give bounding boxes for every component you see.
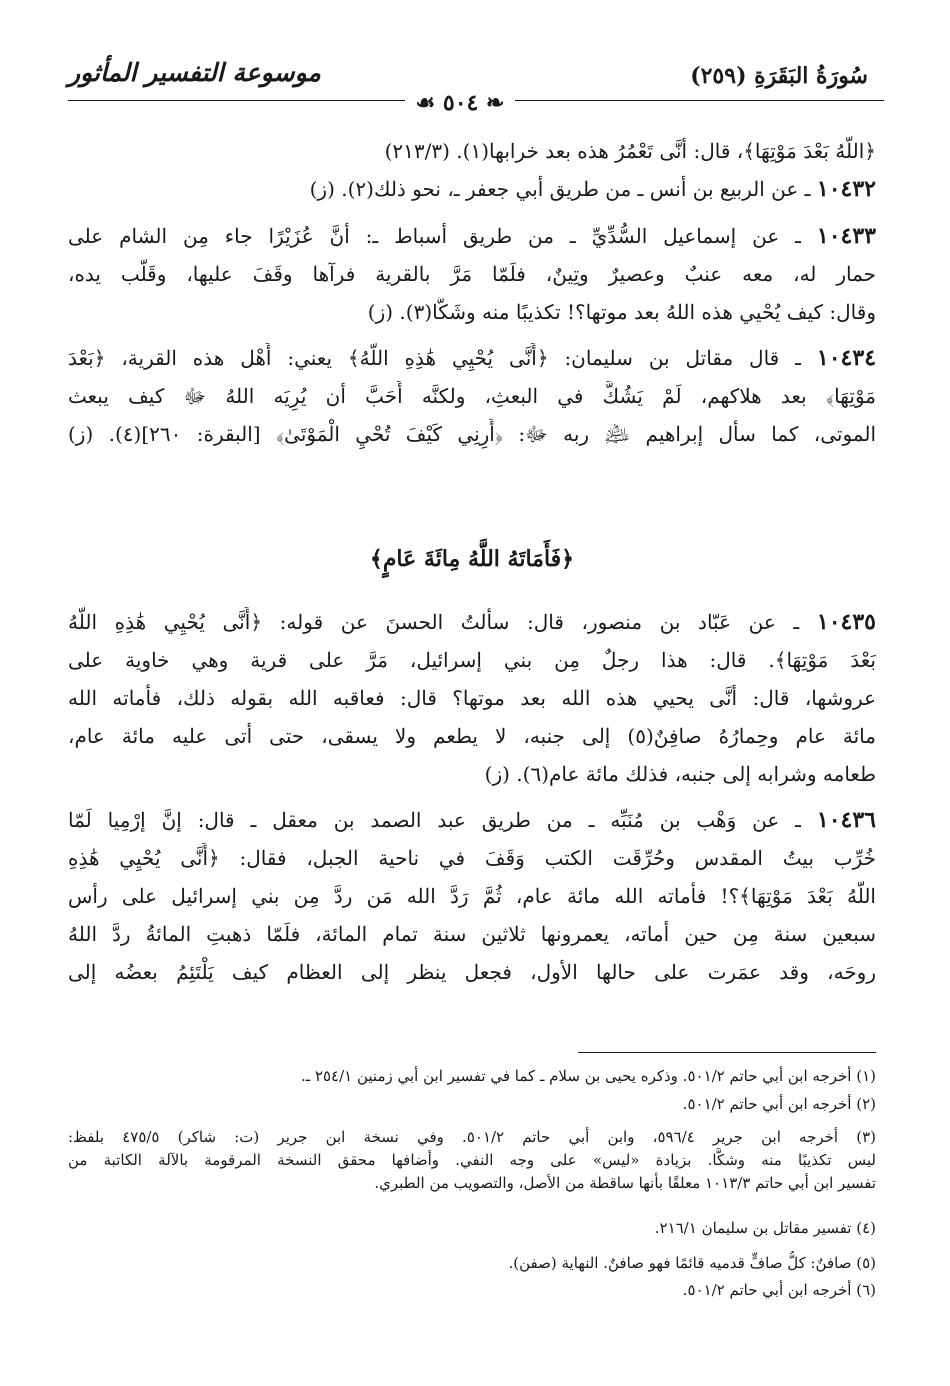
page-number: ❧ ٥٠٤ ☙ — [405, 90, 515, 116]
footnote-line: تفسير ابن أبي حاتم ١٠١٣/٣ معلقًا بأنها ساقطة من الأصل، والتصويب من الطبري. — [374, 1174, 876, 1192]
narration-number: ١٠٤٣٤ — [816, 345, 876, 371]
line-text: حمار له، معه عنبٌ وعصيرٌ وتِينٌ، فلَمّا مَرَّ بالقرية فرآها وقَفَ عليها، وقَلَّب يده، — [68, 262, 876, 286]
text-line — [68, 919, 876, 949]
footnote-line: ليس تكذيبًا منه وشكًّا. بزيادة «ليس» على وجه النفي. وأضافها محقق النسخة المرقومة بالآلة الكاتبة من — [68, 1151, 876, 1169]
narration-number: ١٠٤٣٢ — [816, 176, 876, 202]
paragraph-start-line — [68, 805, 876, 835]
line-text: الموتى، كما سأل إبراهيم ﵇ ربه ﷻ: ﴿أَرِنِي كَيْفَ تُحْيِ الْمَوْتَىٰ﴾ [البقرة: ٢٦٠](٤). (ز) — [68, 422, 876, 446]
narration-number: ١٠٤٣٥ — [816, 609, 876, 635]
footnote-line: (٥) صافنٌ: كلُّ صافٍّ قدميه قائمًا فهو صافنٌ. النهاية (صفن). — [508, 1254, 876, 1272]
narration-number: ١٠٤٣٣ — [816, 223, 876, 249]
line-text: روحَه، وقد عمَرت على حالها الأول، فجعل ينظر إلى العظام كيف يَلْتَئِمُ بعضُه إلى — [68, 960, 876, 984]
footnote-line: (٤) تفسير مقاتل بن سليمان ٢١٦/١. — [654, 1219, 876, 1237]
line-text: ـ عن الربيع بن أنس ـ من طريق أبي جعفر ـ، نحو ذلك(٢). (ز) — [309, 177, 817, 201]
line-text: عروشها، قال: أنَّى يحيي هذه الله بعد موتها؟ قال: فعاقبه الله بقوله ذلك، فأماته الله — [68, 686, 876, 710]
text-line — [68, 381, 876, 411]
footnote-line: (٦) أخرجه ابن أبي حاتم ٥٠١/٢. — [682, 1281, 876, 1299]
paragraph-start-line — [68, 343, 876, 373]
text-line — [68, 683, 876, 713]
text-line — [68, 297, 876, 327]
line-text: ـ عن إسماعيل السُّدِّيِّ ـ من طريق أسباط ـ: أنَّ عُزَيْرًا جاء مِن الشام على — [68, 224, 817, 248]
narration-number: ١٠٤٣٦ — [816, 807, 876, 833]
line-text: ﴿اللَّهُ بَعْدَ مَوْتِهَا﴾، قال: أنَّى تَعْمُرُ هذه بعد خرابها(١). (٢١٣/٣) — [384, 139, 876, 163]
text-line — [68, 957, 876, 987]
section-heading: ﴿فَأَمَاتَهُ اللَّهُ مِائَةَ عَامٍ﴾ — [369, 546, 575, 572]
text-line — [68, 881, 876, 911]
text-line — [68, 419, 876, 449]
text-line — [68, 843, 876, 873]
line-text: مَوْتِهَا﴾ بعد هلاكهم، لَمْ يَشُكَّ في البعثِ، ولكنَّه أَحَبَّ أن يُرِيَه اللهُ ﷻ كيف يبعث — [68, 384, 876, 408]
footnote-line: (١) أخرجه ابن أبي حاتم ٥٠١/٢. وذكره يحيى بن سلام ـ كما في تفسير ابن أبي زمنين ٢٥٤/١ ـ. — [301, 1067, 876, 1085]
line-text: طعامه وشرابه إلى جنبه، فذلك مائة عام(٦). (ز) — [484, 762, 876, 786]
footnote-line: (٣) أخرجه ابن جرير ٥٩٦/٤، وابن أبي حاتم ٥٠١/٢. وفي نسخة ابن جرير (ت: شاكر) ٤٧٥/٥ بلفظ: — [68, 1128, 876, 1146]
paragraph-start-line — [68, 221, 876, 251]
text-line — [68, 645, 876, 675]
line-text: ـ قال مقاتل بن سليمان: ﴿أَنَّى يُحْيِي هَٰذِهِ اللَّهُ﴾ يعني: أَهْل هذه القرية، ﴿بَعْدَ — [68, 346, 817, 370]
surah-header: سُورَةُ البَقَرَةِ (٢٥٩) — [690, 63, 868, 89]
line-text: سبعين سنة مِن حين أماته، يعمرونها ثلاثين سنة تمام المائة، فلَمّا ذهبتِ المائةُ ردَّ اللهُ — [68, 922, 876, 946]
book-title: موسوعة التفسير المأثور — [68, 58, 321, 87]
line-text: وقال: كيف يُحْيي هذه اللهُ بعد موتها؟! تكذيبًا منه وشَكًّا(٣). (ز) — [367, 300, 876, 324]
line-text: مائة عام وحِمارُهُ صافِنٌ(٥) إلى جنبه، لا يطعم ولا يسقى، حتى أتى عليه مائة عام، — [68, 724, 876, 748]
line-text: ـ عن عَبّاد بن منصور، قال: سألتُ الحسنَ عن قوله: ﴿أَنَّى يُحْيِي هَٰذِهِ اللَّهُ — [68, 610, 817, 634]
paragraph-start-line — [68, 607, 876, 637]
footnote-rule — [578, 1052, 876, 1053]
text-line — [68, 721, 876, 751]
line-text: خُرِّب بيتُ المقدس وحُرِّقَت الكتب وَقَفَ في ناحية الجبل، فقال: ﴿أَنَّى يُحْيِي هَٰذِهِ — [68, 846, 876, 870]
line-text: اللَّهُ بَعْدَ مَوْتِهَا﴾؟! فأماته الله مائة عام، ثُمَّ رَدَّ الله مَن ردَّ مِن بني إسرائيل على رأس — [68, 884, 876, 908]
text-line — [68, 259, 876, 289]
line-text: ـ عن وَهْب بن مُنَبِّه ـ من طريق عبد الصمد بن معقل ـ قال: إنَّ إرْمِيا لَمّا — [68, 808, 817, 832]
text-line — [68, 759, 876, 789]
line-text: بَعْدَ مَوْتِهَا﴾. قال: هذا رجلٌ مِن بني إسرائيل، مَرَّ على قرية وهي خاوية على — [68, 648, 876, 672]
paragraph-start-line — [68, 174, 876, 204]
footnote-line: (٢) أخرجه ابن أبي حاتم ٥٠١/٢. — [682, 1095, 876, 1113]
text-line — [68, 136, 876, 166]
